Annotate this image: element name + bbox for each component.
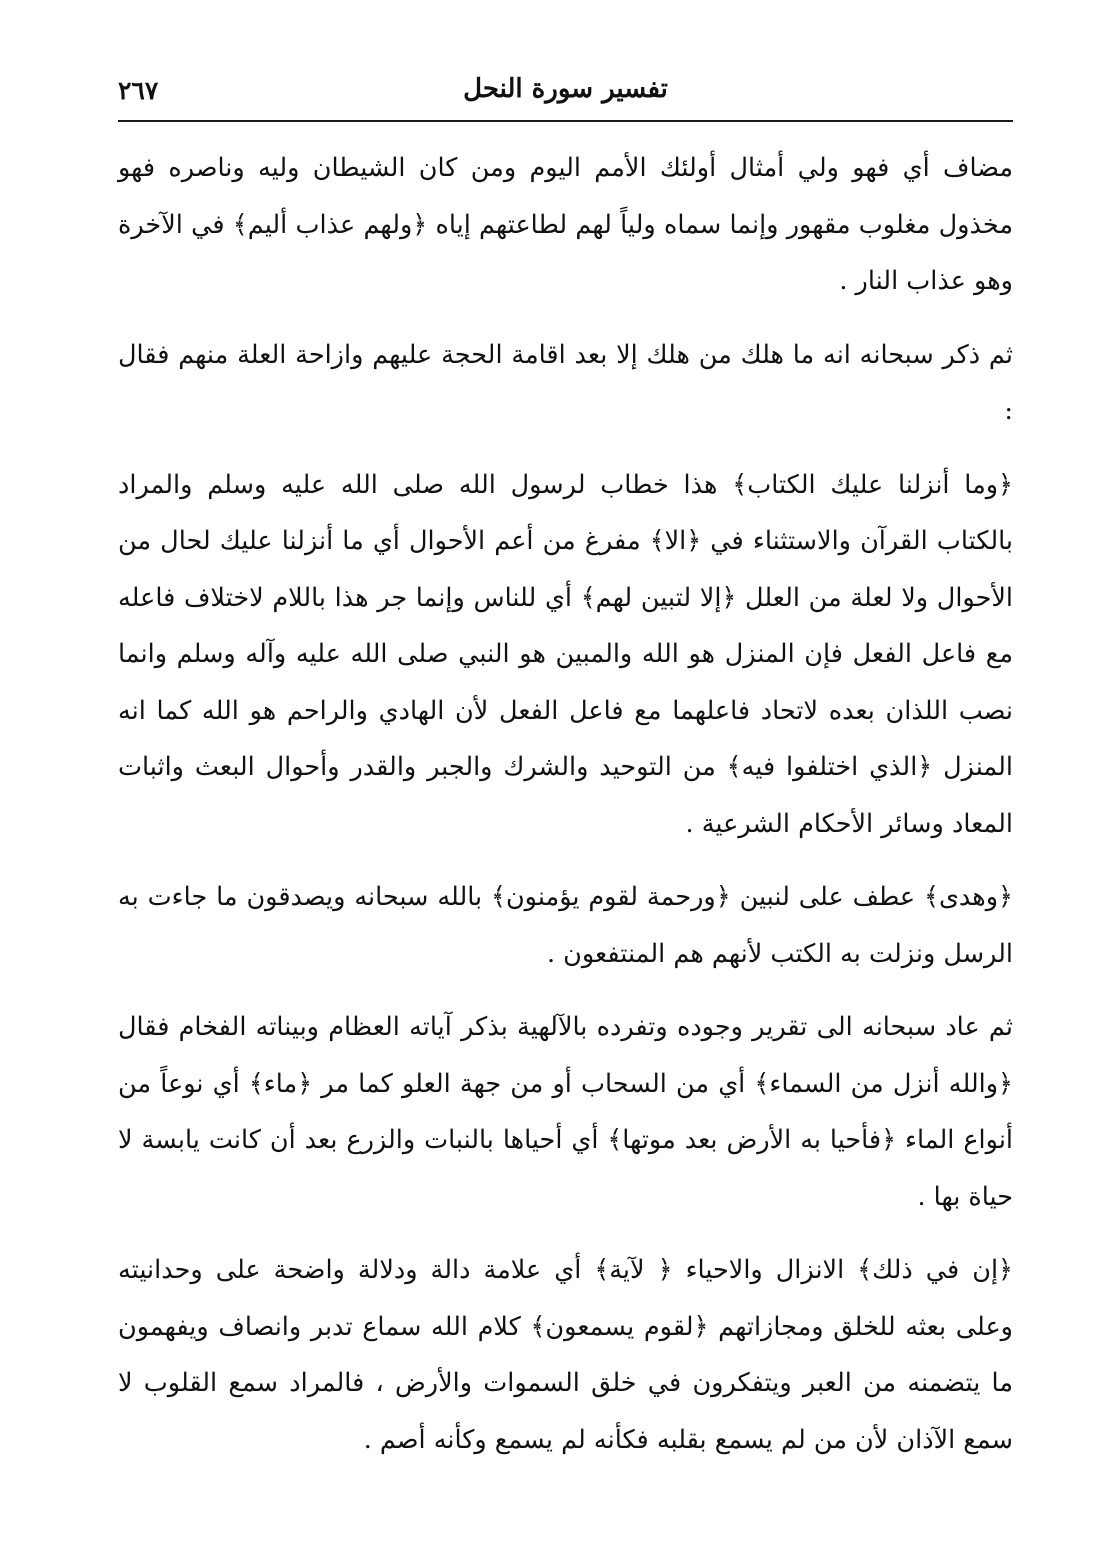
- paragraph: مضاف أي فهو ولي أمثال أولئك الأمم اليوم ومن كان الشيطان وليه وناصره فهو مخذول مغلوب مقهور وإنما سماه ولياً لهم لطاعتهم إياه ﴿ولهم عذاب أليم﴾ في الآخرة وهو عذاب النار .: [118, 153, 1013, 296]
- running-title: تفسير سورة النحل: [463, 74, 668, 104]
- paragraph: ثم ذكر سبحانه انه ما هلك من هلك إلا بعد اقامة الحجة عليهم وازاحة العلة منهم فقال :: [118, 339, 1013, 426]
- paragraph: ﴿وهدى﴾ عطف على لنبين ﴿ورحمة لقوم يؤمنون﴾ بالله سبحانه ويصدقون ما جاءت به الرسل ونزلت به الكتب لأنهم هم المنتفعون .: [118, 882, 1013, 969]
- page-number: ٢٦٧: [118, 76, 159, 105]
- paragraph: ثم عاد سبحانه الى تقرير وجوده وتفرده بالآلهية بذكر آياته العظام وبيناته الفخام فقال ﴿والله أنزل من السماء﴾ أي من السحاب أو من جهة العلو كما مر ﴿ماء﴾ أي نوعاً من أنواع الماء ﴿فأحيا به الأرض بعد موتها﴾ أي أحياها بالنبات والزرع بعد أن كانت يابسة لا حياة بها .: [118, 1012, 1013, 1212]
- body-text: [118, 140, 1013, 1515]
- paragraph: ﴿إن في ذلك﴾ الانزال والاحياء ﴿ لآية﴾ أي علامة دالة ودلالة واضحة على وحدانيته وعلى بعثه للخلق ومجازاتهم ﴿لقوم يسمعون﴾ كلام الله سماع تدبر وانصاف ويفهمون ما يتضمنه من العبر ويتفكرون في خلق السموات والأرض ، فالمراد سمع القلوب لا سمع الآذان لأن من لم يسمع بقلبه فكأنه لم يسمع وكأنه أصم .: [118, 1255, 1013, 1455]
- page-header: [118, 58, 1013, 122]
- paragraph: ﴿وما أنزلنا عليك الكتاب﴾ هذا خطاب لرسول الله صلى الله عليه وسلم والمراد بالكتاب القرآن والاستثناء في ﴿الا﴾ مفرغ من أعم الأحوال أي ما أنزلنا عليك لحال من الأحوال ولا لعلة من العلل ﴿إلا لتبين لهم﴾ أي للناس وإنما جر هذا باللام لاختلاف فاعله مع فاعل الفعل فإن المنزل هو الله والمبين هو النبي صلى الله عليه وآله وسلم وانما نصب اللذان بعده لاتحاد فاعلهما مع فاعل الفعل لأن الهادي والراحم هو الله كما انه المنزل ﴿الذي اختلفوا فيه﴾ من التوحيد والشرك والجبر والقدر وأحوال البعث واثبات المعاد وسائر الأحكام الشرعية .: [118, 469, 1013, 839]
